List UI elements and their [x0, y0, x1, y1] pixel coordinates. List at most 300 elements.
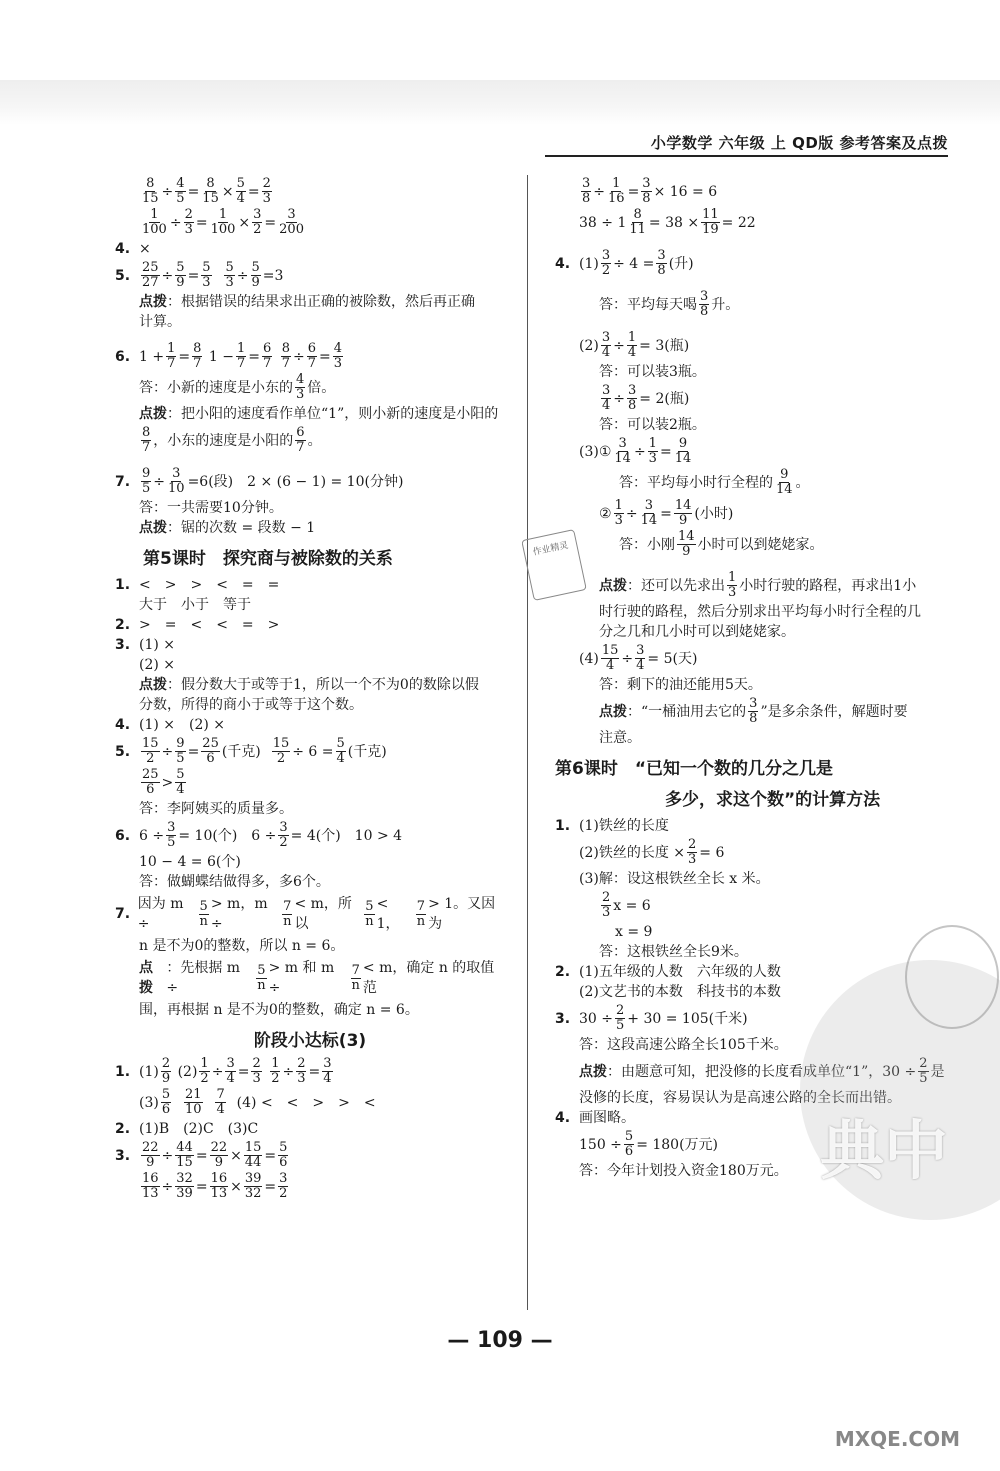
fraction: $\frac{9}{5}$: [176, 736, 185, 766]
fraction: $\frac{16}{13}$: [210, 1171, 228, 1201]
item-number: 1.: [555, 818, 571, 834]
answer-text: = 2(瓶): [639, 390, 690, 407]
tip: [115, 958, 505, 998]
tip-label: 点拨: [139, 960, 153, 996]
fraction: $\frac{5}{3}$: [225, 260, 234, 290]
fraction: $\frac{2}{5}$: [919, 1056, 928, 1086]
tip-text: ”是多余条件，解题时要: [760, 703, 908, 720]
operator: ÷: [161, 267, 174, 284]
operator: =: [195, 1147, 208, 1164]
operator: ÷: [292, 348, 305, 365]
tip: [115, 518, 505, 538]
answer-text: (千克): [221, 743, 261, 760]
answer-text: = 38 ×: [648, 214, 700, 231]
answer-line: [115, 768, 505, 797]
operator: =: [195, 1178, 208, 1195]
fraction: $\frac{7}{4}$: [216, 1087, 225, 1117]
answer-text: = 5(天): [647, 650, 698, 667]
fraction: $\frac{6}{7}$: [307, 341, 316, 371]
answer-item: [115, 715, 505, 735]
item-number: 6.: [115, 348, 131, 365]
answer-line: 答：这段高速公路全长105千米。: [579, 1037, 788, 1053]
fraction: $\frac{3}{10}$: [168, 466, 185, 496]
operator: ÷: [621, 650, 634, 667]
answer-text: ②: [599, 505, 612, 522]
fraction: $\frac{1}{2}$: [200, 1056, 209, 1086]
fraction: $\frac{2}{9}$: [161, 1056, 171, 1086]
answer-text: 答：小新的速度是小东的: [139, 379, 293, 396]
tip-text: > m 和 m ÷: [268, 960, 335, 996]
fraction: $\frac{8}{11}$: [629, 207, 646, 237]
answer-text: (1): [579, 255, 599, 272]
corner-logo: MXQE.COM: [834, 1427, 960, 1451]
operator: =: [264, 1147, 277, 1164]
operator: =: [318, 348, 331, 365]
fraction: $\frac{1}{100}$: [210, 207, 236, 237]
equation-line: [555, 177, 955, 206]
answer-text: < 1，: [376, 896, 400, 932]
fraction: $\frac{3}{4}$: [602, 383, 611, 413]
operator: ÷: [633, 443, 646, 460]
answer-text: = 4(个) 10 > 4: [290, 827, 403, 844]
watermark-text: 典中: [820, 1115, 948, 1189]
answer-text: 1 −: [208, 348, 234, 365]
tip: 没修的长度，容易误认为是高速公路的全长而出错。: [579, 1090, 901, 1106]
operator: =: [178, 348, 191, 365]
section-heading: 阶段小达标(3): [253, 1031, 367, 1051]
fraction: $\frac{2}{3}$: [602, 890, 611, 920]
tip-label: 点拨: [599, 577, 627, 594]
fraction: $\frac{22}{9}$: [142, 1140, 159, 1170]
answer-text: 38 ÷ 1: [579, 214, 627, 231]
fraction: $\frac{3}{4}$: [323, 1056, 332, 1086]
answer-text: (1) × (2) ×: [139, 717, 226, 733]
column-divider: [527, 175, 528, 1310]
answer-line: 答：做蝴蝶结做得多，多6个。: [139, 874, 330, 890]
item-number: 4.: [115, 717, 131, 733]
item-number: 1.: [115, 577, 131, 593]
item-number: 3.: [115, 637, 131, 653]
answer-item: [555, 816, 955, 836]
answer-line: [555, 331, 955, 360]
fraction: $\frac{8}{7}$: [193, 341, 202, 371]
operator: >: [161, 774, 174, 791]
answer-text: (4) < < > > <: [236, 1094, 376, 1111]
fraction: $\frac{7}{n}$: [351, 962, 360, 993]
operator: ×: [230, 1147, 242, 1164]
answer-line: [555, 530, 955, 559]
item-number: 3.: [115, 1147, 131, 1164]
operator: ×: [221, 183, 234, 200]
item-number: 2.: [115, 1121, 131, 1137]
operator: ÷: [153, 473, 166, 490]
fraction: $\frac{22}{9}$: [210, 1140, 228, 1170]
fraction: $\frac{1}{3}$: [648, 436, 657, 466]
answer-item: [115, 1141, 505, 1170]
item-number: 4.: [115, 241, 131, 257]
fraction: $\frac{1}{16}$: [608, 176, 625, 206]
operator: ÷: [161, 1178, 174, 1195]
item-number: 6.: [115, 827, 131, 844]
answer-text: < > > < = =: [139, 577, 280, 593]
fraction: $\frac{3}{8}$: [582, 176, 591, 206]
item-number: 4.: [555, 255, 571, 272]
fraction: $\frac{7}{n}$: [283, 898, 292, 929]
fraction: $\frac{8}{7}$: [281, 341, 290, 371]
fraction: $\frac{5}{6}$: [161, 1087, 171, 1117]
answer-line: [555, 290, 955, 319]
section-heading: 多少，求这个数”的计算方法: [665, 790, 881, 810]
answer-item: [115, 1057, 505, 1086]
item-number: 2.: [115, 617, 131, 633]
operator: ÷: [161, 743, 174, 760]
operator: =: [187, 267, 200, 284]
operator: =: [187, 183, 200, 200]
fraction: $\frac{6}{7}$: [296, 425, 305, 455]
fraction: $\frac{2}{3}$: [688, 837, 697, 867]
fraction: $\frac{8}{15}$: [142, 176, 159, 206]
answer-line: [555, 838, 955, 867]
answer-line: [555, 644, 955, 673]
left-column: [115, 175, 505, 1203]
answer-line: 答：这根铁丝全长9米。: [599, 944, 748, 960]
fraction: $\frac{6}{7}$: [262, 341, 272, 371]
tip-text: 是: [930, 1063, 945, 1080]
answer-line: [115, 1088, 505, 1117]
answer-text: (1)B (2)C (3)C: [139, 1121, 259, 1137]
answer-text: = 10(个) 6 ÷: [178, 827, 277, 844]
item-number: 1.: [115, 1063, 131, 1080]
tip: [115, 426, 505, 455]
answer-text: 小时可以到姥姥家。: [697, 536, 824, 553]
fraction: $\frac{2}{3}$: [184, 207, 193, 237]
operator: ÷: [625, 505, 638, 522]
equation-line: [115, 177, 505, 206]
fraction: $\frac{21}{10}$: [185, 1087, 202, 1117]
fraction: $\frac{5}{4}$: [336, 736, 345, 766]
answer-line: n 是不为0的整数，所以 n = 6。: [139, 938, 345, 954]
small-stamp-watermark: 作业精灵: [521, 529, 587, 601]
fraction: $\frac{1}{3}$: [614, 498, 623, 528]
tip: 注意。: [599, 730, 641, 746]
fraction: $\frac{3}{8}$: [642, 176, 651, 206]
operator: =: [308, 1063, 321, 1080]
fraction: $\frac{25}{6}$: [202, 736, 219, 766]
fraction: $\frac{8}{15}$: [202, 176, 219, 206]
equation-line: [115, 1172, 505, 1201]
fraction: $\frac{2}{3}$: [252, 1056, 261, 1086]
fraction: $\frac{4}{3}$: [333, 341, 342, 371]
operator: =: [237, 1063, 250, 1080]
fraction: $\frac{11}{19}$: [702, 207, 719, 237]
tip-text: ：锯的次数 = 段数 − 1: [167, 520, 316, 536]
answer-text: × 16 = 6: [653, 183, 718, 200]
answer-line: [555, 384, 955, 413]
operator: ÷: [236, 267, 249, 284]
page-number: — 109 —: [447, 1328, 553, 1353]
fraction: $\frac{5}{4}$: [176, 767, 185, 797]
tip-label: 点拨: [139, 294, 167, 310]
tip: [115, 675, 505, 695]
answer-text: = 6: [699, 844, 725, 861]
answer-line: [115, 373, 505, 402]
tip: [115, 292, 505, 312]
operator: ÷: [282, 1063, 295, 1080]
fraction: $\frac{2}{3}$: [297, 1056, 306, 1086]
answer-line: [555, 468, 955, 497]
answer-line: [555, 437, 955, 466]
operator: ÷: [169, 214, 182, 231]
fraction: $\frac{5}{6}$: [279, 1140, 288, 1170]
tip: 分之几和几小时可以到姥姥家。: [599, 624, 795, 640]
fraction: $\frac{5}{9}$: [251, 260, 260, 290]
answer-text: 倍。: [307, 379, 336, 396]
fraction: $\frac{1}{100}$: [142, 207, 167, 237]
equation-line: [115, 208, 505, 237]
answer-text: 6 ÷: [139, 827, 165, 844]
fraction: $\frac{3}{4}$: [636, 643, 645, 673]
tip-text: 小时行驶的路程，再求出1小: [739, 577, 917, 594]
item-number: 7.: [115, 473, 131, 490]
section-heading: 第6课时 “已知一个数的几分之几是: [555, 759, 834, 779]
fraction: $\frac{3}{8}$: [700, 289, 709, 319]
tip-text: ：根据错误的结果求出正确的被除数，然后再正确: [167, 294, 475, 310]
answer-text: = 22: [721, 214, 756, 231]
tip: [115, 312, 505, 332]
answer-text: 升。: [711, 296, 740, 313]
fraction: $\frac{14}{9}$: [678, 529, 695, 559]
item-number: 4.: [555, 1110, 571, 1126]
equation-line: [555, 208, 955, 237]
fraction: $\frac{3}{2}$: [279, 820, 288, 850]
fraction: $\frac{44}{15}$: [176, 1140, 193, 1170]
fraction: $\frac{7}{n}$: [416, 898, 426, 929]
answer-text: =6(段) 2 × (6 − 1) = 10(分钟): [187, 473, 404, 490]
answer-text: + 30 = 105(千米): [627, 1010, 748, 1027]
fraction: $\frac{9}{5}$: [142, 466, 151, 496]
answer-text: 30 ÷: [579, 1010, 613, 1027]
answer-line: (2)文艺书的本数 科技书的本数: [579, 984, 781, 1000]
answer-item: [115, 635, 505, 655]
answer-line: 答：剩下的油还能用5天。: [599, 677, 762, 693]
answer-text: (2): [177, 1063, 198, 1080]
tip-label: 点拨: [599, 703, 627, 720]
fraction: $\frac{15}{44}$: [244, 1140, 262, 1170]
fraction: $\frac{3}{200}$: [279, 207, 304, 237]
operator: ÷: [211, 1063, 224, 1080]
answer-line: x = 9: [615, 924, 653, 940]
answer-item: [115, 1119, 505, 1139]
operator: ÷: [613, 390, 626, 407]
answer-text: (千克): [347, 743, 387, 760]
fraction: $\frac{4}{3}$: [296, 372, 305, 402]
item-number: 2.: [555, 964, 571, 980]
answer-text: ÷ 4 =: [613, 255, 655, 272]
header-rule: [545, 155, 948, 157]
answer-line: 答：李阿姨买的质量多。: [139, 801, 293, 817]
tip-text: ：还可以先求出: [627, 577, 725, 594]
answer-text: (3): [139, 1094, 159, 1111]
tip: [555, 571, 955, 600]
fraction: $\frac{1}{3}$: [728, 570, 737, 600]
fraction: $\frac{3}{8}$: [657, 248, 666, 278]
answer-text: 150 ÷: [579, 1136, 622, 1153]
fraction: $\frac{3}{5}$: [167, 820, 176, 850]
answer-text: 因为 m ÷: [137, 896, 184, 932]
section-heading: 第5课时 探究商与被除数的关系: [143, 549, 393, 569]
answer-text: > 1。又因为: [428, 896, 496, 932]
answer-text: > m，m ÷: [210, 896, 268, 932]
answer-line: 10 − 4 = 6(个): [139, 854, 241, 870]
item-number: 7.: [115, 906, 131, 922]
fraction: $\frac{5}{n}$: [257, 962, 266, 993]
page-header: 小学数学 六年级 上 QD版 参考答案及点拨: [650, 134, 948, 152]
answer-line: 大于 小于 等于: [139, 597, 251, 613]
answer-text: (小时): [694, 505, 734, 522]
operator: =: [659, 443, 672, 460]
answer-item: [115, 342, 505, 371]
tip-text: ：先根据 m ÷: [166, 960, 241, 996]
operator: =: [195, 214, 208, 231]
answer-text: < m，所以: [294, 896, 352, 932]
fraction: $\frac{2}{5}$: [616, 1003, 625, 1033]
answer-text: ×: [139, 241, 151, 257]
fraction: $\frac{15}{2}$: [142, 736, 159, 766]
fraction: $\frac{3}{8}$: [749, 696, 758, 726]
operator: ×: [230, 1178, 242, 1195]
answer-item: [115, 261, 505, 290]
operator: ×: [238, 214, 251, 231]
operator: =: [187, 743, 200, 760]
answer-item: [115, 894, 505, 934]
answer-text: = 180(万元): [636, 1136, 719, 1153]
tip-text: ：“一桶油用去它的: [627, 703, 747, 720]
answer-line: 答：今年计划投入资金180万元。: [579, 1163, 788, 1179]
answer-text: (升): [668, 255, 694, 272]
answer-item: [115, 821, 505, 850]
fraction: $\frac{5}{n}$: [365, 898, 374, 929]
answer-item: [115, 575, 505, 595]
answer-line: 答：一共需要10分钟。: [139, 500, 283, 516]
answer-text: 答：小刚: [619, 536, 675, 553]
answer-text: (1)铁丝的长度: [579, 818, 669, 834]
fraction: $\frac{2}{3}$: [262, 176, 271, 206]
fraction: $\frac{39}{32}$: [244, 1171, 262, 1201]
operator: =: [247, 183, 260, 200]
fraction: $\frac{5}{n}$: [199, 898, 208, 929]
tip: [115, 404, 505, 424]
answer-text: 1 +: [139, 348, 165, 365]
answer-line: [555, 891, 955, 920]
tip-label: 点拨: [139, 677, 167, 693]
answer-line: [555, 499, 955, 528]
fraction: $\frac{3}{2}$: [253, 207, 262, 237]
tip-text: ：假分数大于或等于1，所以一个不为0的数除以假: [167, 677, 479, 693]
tip-label: 点拨: [579, 1063, 607, 1080]
fraction: $\frac{9}{14}$: [674, 436, 692, 466]
answer-item: [115, 737, 505, 766]
fraction: $\frac{1}{4}$: [627, 330, 637, 360]
answer-text: = 3(瓶): [639, 337, 690, 354]
answer-text: (1): [139, 1063, 159, 1080]
operator: ÷: [161, 183, 174, 200]
item-number: 3.: [555, 1010, 571, 1027]
answer-line: (2) ×: [139, 657, 176, 673]
answer-text: (1) ×: [139, 637, 176, 653]
operator: =: [627, 183, 640, 200]
fraction: $\frac{3}{8}$: [628, 383, 637, 413]
answer-line: (3)解：设这根铁丝全长 x 米。: [579, 871, 770, 887]
fraction: $\frac{5}{3}$: [202, 260, 211, 290]
fraction: $\frac{3}{14}$: [614, 436, 631, 466]
fraction: $\frac{14}{9}$: [674, 498, 692, 528]
fraction: $\frac{8}{7}$: [142, 425, 151, 455]
answer-text: (4): [579, 650, 599, 667]
fraction: $\frac{25}{27}$: [142, 260, 159, 290]
tip-text: ：由题意可知，把没修的长度看成单位“1”，30 ÷: [607, 1063, 917, 1080]
fraction: $\frac{9}{14}$: [776, 467, 793, 497]
tip: 分数，所得的商小于或等于这个数。: [139, 697, 363, 713]
operator: ÷: [613, 337, 625, 354]
answer-text: (2): [579, 337, 599, 354]
fraction: $\frac{3}{4}$: [601, 330, 611, 360]
tip-text: 。: [307, 432, 322, 449]
answer-text: (3)①: [579, 443, 612, 460]
item-number: 5.: [115, 267, 131, 284]
fraction: $\frac{4}{5}$: [176, 176, 185, 206]
fraction: $\frac{16}{13}$: [142, 1171, 159, 1201]
answer-text: =3: [262, 267, 284, 284]
scan-shade-band: [0, 80, 1000, 125]
answer-line: 答：可以装3瓶。: [599, 364, 706, 380]
mascot-watermark-icon: [905, 925, 999, 1029]
answer-text: x = 6: [613, 897, 651, 914]
tip: 时行驶的路程，然后分别求出平均每小时行全程的几: [599, 604, 921, 620]
operator: =: [264, 214, 277, 231]
answer-item: [115, 239, 505, 259]
operator: =: [264, 1178, 277, 1195]
answer-text: 答：平均每天喝: [599, 296, 697, 313]
fraction: $\frac{5}{4}$: [236, 176, 245, 206]
fraction: $\frac{3}{14}$: [640, 498, 658, 528]
fraction: $\frac{1}{7}$: [167, 341, 176, 371]
tip-text: ，小东的速度是小阳的: [153, 432, 294, 449]
fraction: $\frac{15}{4}$: [601, 643, 619, 673]
fraction: $\frac{25}{6}$: [142, 767, 159, 797]
fraction: $\frac{5}{9}$: [176, 260, 185, 290]
operator: =: [660, 505, 672, 522]
answer-item: [115, 467, 505, 496]
fraction: $\frac{3}{2}$: [601, 248, 611, 278]
answer-text: 。: [795, 474, 810, 491]
fraction: $\frac{5}{6}$: [624, 1129, 634, 1159]
answer-item: [115, 615, 505, 635]
tip-text: ：把小阳的速度看作单位“1”，则小新的速度是小阳的: [167, 406, 499, 422]
fraction: $\frac{32}{39}$: [176, 1171, 193, 1201]
tip-label: 点拨: [139, 520, 167, 536]
answer-text: (2)铁丝的长度 ×: [579, 844, 686, 861]
answer-text: > = < < = >: [139, 617, 280, 633]
operator: =: [248, 348, 260, 365]
tip-label: 点拨: [139, 406, 167, 422]
tip-text: < m，确定 n 的取值范: [362, 960, 495, 996]
tip: [555, 697, 955, 726]
answer-line: 答：可以装2瓶。: [599, 417, 706, 433]
answer-item: [555, 249, 955, 278]
tip: 围，再根据 n 是不为0的整数，确定 n = 6。: [139, 1002, 419, 1018]
fraction: $\frac{1}{2}$: [271, 1056, 280, 1086]
fraction: $\frac{1}{7}$: [236, 341, 246, 371]
